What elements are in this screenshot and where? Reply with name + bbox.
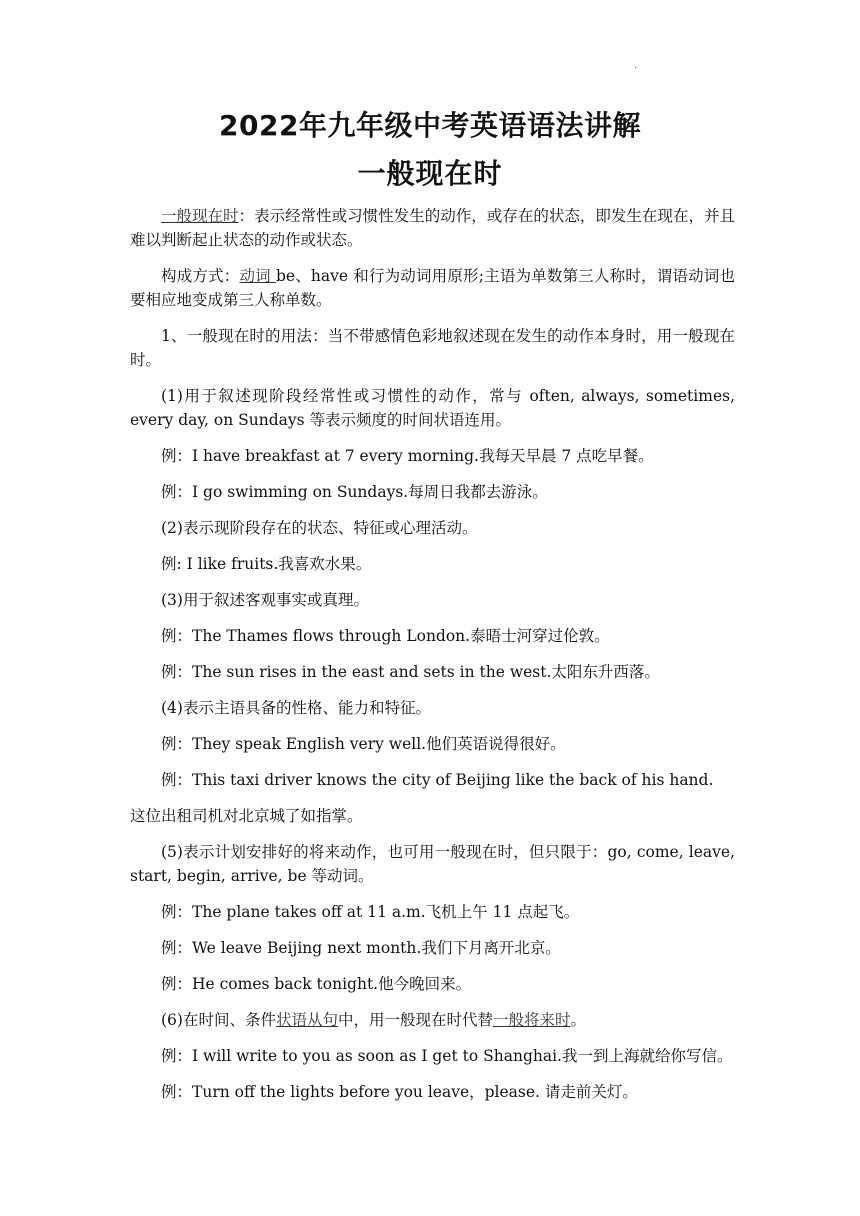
- verb-link[interactable]: 动词: [239, 267, 276, 285]
- example-3: 例: I like fruits.我喜欢水果。: [161, 555, 372, 573]
- document-subtitle: 一般现在时: [357, 157, 503, 190]
- definition-paragraph: [130, 204, 735, 252]
- usage-1: (1)用于叙述现阶段经常性或习惯性的动作，常与 often, always, sometimes, every day, on Sundays 等表示频度的时间状语连用。: [130, 387, 735, 429]
- example-6: 例：They speak English very well.他们英语说得很好。: [161, 735, 566, 753]
- example-1: 例：I have breakfast at 7 every morning.我每天早晨 7 点吃早餐。: [161, 447, 654, 465]
- example-12: 例：Turn off the lights before you leave，please. 请走前关灯。: [161, 1083, 638, 1101]
- adverbial-clause-link[interactable]: 状语从句: [275, 1011, 338, 1029]
- formation-paragraph: [130, 264, 735, 312]
- example-11: 例：I will write to you as soon as I get to Shanghai.我一到上海就给你写信。: [161, 1047, 733, 1065]
- example-5: 例：The sun rises in the east and sets in the west.太阳东升西落。: [161, 663, 660, 681]
- definition-text: ：表示经常性或习惯性发生的动作，或存在的状态，即发生在现在，并且难以判断起止状态的动作或状态。: [130, 207, 735, 249]
- usage-6-text-a: (6)在时间、条件: [161, 1011, 276, 1029]
- document-body: [130, 204, 735, 1116]
- example-4: 例：The Thames flows through London.泰晤士河穿过伦敦。: [161, 627, 610, 645]
- formation-prefix: 构成方式：: [161, 267, 240, 285]
- usage-4: (4)表示主语具备的性格、能力和特征。: [161, 699, 431, 717]
- example-7: 例：This taxi driver knows the city of Beijing like the back of his hand.: [161, 771, 714, 789]
- example-9: 例：We leave Beijing next month.我们下月离开北京。: [161, 939, 561, 957]
- usage-intro: 1、一般现在时的用法：当不带感情色彩地叙述现在发生的动作本身时，用一般现在时。: [130, 327, 735, 369]
- usage-2: (2)表示现阶段存在的状态、特征或心理活动。: [161, 519, 478, 537]
- definition-term-link[interactable]: 一般现在时: [161, 207, 239, 225]
- example-10: 例：He comes back tonight.他今晚回来。: [161, 975, 472, 993]
- example-2: 例：I go swimming on Sundays.每周日我都去游泳。: [161, 483, 548, 501]
- future-tense-link[interactable]: 一般将来时: [493, 1011, 571, 1029]
- usage-6: [130, 1008, 735, 1032]
- header-dot: .: [634, 60, 638, 71]
- example-8: 例：The plane takes off at 11 a.m.飞机上午 11 点起飞。: [161, 903, 580, 921]
- usage-5: (5)表示计划安排好的将来动作，也可用一般现在时，但只限于：go, come, leave, start, begin, arrive, be 等动词。: [130, 843, 735, 885]
- document-title: 2022年九年级中考英语语法讲解: [219, 109, 641, 142]
- example-7-translation: 这位出租司机对北京城了如指掌。: [130, 807, 363, 825]
- usage-3: (3)用于叙述客观事实或真理。: [161, 591, 369, 609]
- formation-text: be、have 和行为动词用原形;主语为单数第三人称时，谓语动词也要相应地变成第三人称单数。: [130, 267, 735, 309]
- usage-6-text-c: 。: [570, 1011, 587, 1029]
- usage-6-text-b: 中，用一般现在时代替: [337, 1011, 493, 1029]
